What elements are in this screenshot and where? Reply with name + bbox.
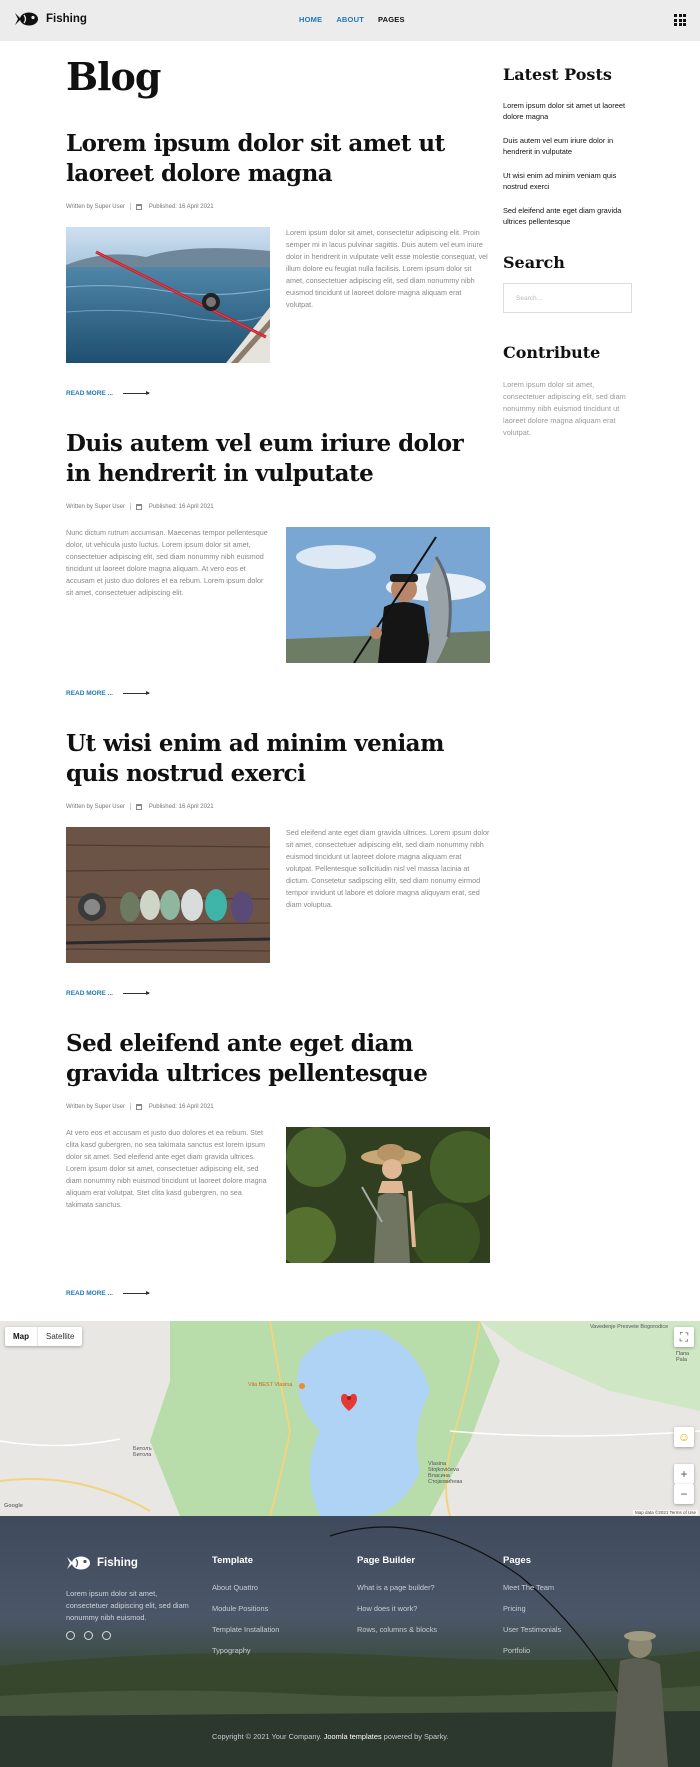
arrow-right-icon bbox=[123, 993, 149, 994]
search-heading: Search bbox=[503, 253, 565, 272]
footer-column-pages bbox=[503, 1555, 561, 1667]
post-date: Published: 16 April 2021 bbox=[148, 503, 214, 510]
footer-link[interactable]: How does it work? bbox=[357, 1604, 418, 1613]
footer-link[interactable]: Meet The Team bbox=[503, 1583, 555, 1592]
footer-column-template bbox=[212, 1555, 279, 1667]
post-author: Written by Super User bbox=[66, 203, 125, 210]
post-excerpt: Nunc dictum rutrum accumsan. Maecenas tempor pellentesque dolor, ut vehicula justo luctus. Lorem ipsum dolor sit amet, consectetuer adipiscing elit, sed diam nonummy nibh euismod tincidunt ut laoreet dolore magna aliquam. At vero eos et accusam et justo duo dolores et ea rebum. Lorem ipsum dolor sit amet, consectetuer adipiscing elit. bbox=[66, 528, 268, 597]
read-more-label: READ MORE ... bbox=[66, 990, 113, 997]
blog-post bbox=[66, 1029, 490, 1304]
post-excerpt: Sed eleifend ante eget diam gravida ultrices. Lorem ipsum dolor sit amet, consectetuer adipiscing elit, sed diam nonummy nibh euismod tincidunt ut laoreet dolore magna aliquam erat volutpat. Pellentesque sollicitudin nisl vel massa lacinia at dictum. Consetetur sadipscing elitr, sed diam nonumy eirmod tempor invidunt ut labore et dolore magna aliquyam erat, sed diam voluptua. bbox=[286, 828, 490, 909]
footer-brand-logo[interactable] bbox=[66, 1555, 138, 1571]
location-map[interactable] bbox=[0, 1321, 700, 1516]
zoom-in-icon[interactable]: + bbox=[674, 1464, 694, 1484]
read-more-label: READ MORE ... bbox=[66, 390, 113, 397]
footer-link[interactable]: Module Positions bbox=[212, 1604, 269, 1613]
fish-logo-icon bbox=[14, 11, 40, 27]
post-excerpt: Lorem ipsum dolor sit amet, consectetur adipiscing elit. Proin semper mi in lacus pulvinar sagittis. Duis autem vel eum iriure dolor in hendrerit in vulputate velit esse molestie consequat, vel illum dolore eu feugiat nulla facilisis. Lorem ipsum dolor sit amet, consectetuer adipiscing elit, sed diam nonummy nibh euismod tincidunt ut laoreet dolore magna aliquam erat volutpat. bbox=[286, 228, 488, 309]
read-more-label: READ MORE ... bbox=[66, 690, 113, 697]
map-tab-map[interactable]: Map bbox=[13, 1332, 29, 1341]
map-label-bitola: Битолъ Битола bbox=[133, 1446, 152, 1458]
arrow-right-icon bbox=[123, 1293, 149, 1294]
map-label-place-right: Папа Pala bbox=[676, 1351, 690, 1363]
brand-logo[interactable] bbox=[14, 11, 87, 27]
post-date: Published: 16 April 2021 bbox=[148, 1103, 214, 1110]
footer-link[interactable]: Rows, columns & blocks bbox=[357, 1625, 438, 1634]
blog-post bbox=[66, 729, 490, 1004]
calendar-icon bbox=[136, 1104, 142, 1110]
map-type-tabs bbox=[5, 1327, 82, 1346]
map-label-vlasina: Vlasina Stojkovićeva Власина Стојковићева bbox=[428, 1461, 463, 1485]
footer-link[interactable]: User Testimonials bbox=[503, 1625, 562, 1634]
map-label-place-top: Vavedenje Presvete Bogorodice bbox=[590, 1324, 669, 1330]
read-more-link[interactable] bbox=[66, 1290, 149, 1297]
post-image-fishing-rod-boat[interactable] bbox=[66, 227, 270, 363]
site-header bbox=[0, 0, 700, 41]
post-title[interactable]: Duis autem vel eum iriure dolor in hendrerit in vulputate bbox=[66, 430, 464, 487]
blog-post bbox=[66, 429, 490, 704]
post-author: Written by Super User bbox=[66, 503, 125, 510]
social-links bbox=[66, 1631, 111, 1640]
map-attribution[interactable]: Map data ©2021 Terms of Use bbox=[634, 1510, 696, 1515]
google-logo: Google bbox=[4, 1503, 23, 1509]
page-title: Blog bbox=[66, 54, 161, 99]
post-image-woman-fishing[interactable] bbox=[286, 1127, 490, 1263]
latest-post-link[interactable]: Ut wisi enim ad minim veniam quis nostrud exerci bbox=[503, 171, 617, 191]
arrow-right-icon bbox=[123, 393, 149, 394]
latest-posts-list bbox=[503, 101, 633, 241]
read-more-link[interactable] bbox=[66, 390, 149, 397]
street-view-icon[interactable]: ☺ bbox=[674, 1427, 694, 1447]
post-title[interactable]: Sed eleifend ante eget diam gravida ultrices pellentesque bbox=[66, 1030, 428, 1087]
post-excerpt: At vero eos et accusam et justo duo dolores et ea rebum. Stet clita kasd gubergren, no sea takimata sanctus est lorem ipsum dolor sit amet. Sed eleifend ante eget diam gravida ultrices. Lorem ipsum dolor sit amet, consectetuer adipiscing elit, sed diam nonummy nibh euismod tincidunt ut laoreet dolore magna aliquam erat volutpat. Stet clita kasd gubergren, no sea takimata sanctus. bbox=[66, 1128, 267, 1209]
footer-column-page-builder bbox=[357, 1555, 437, 1646]
footer-column-heading: Page Builder bbox=[357, 1555, 416, 1566]
facebook-icon[interactable] bbox=[66, 1631, 75, 1640]
copyright-prefix: Copyright © 2021 Your Company. bbox=[212, 1732, 322, 1741]
copyright bbox=[212, 1732, 449, 1741]
instagram-icon[interactable] bbox=[102, 1631, 111, 1640]
post-meta bbox=[66, 1103, 490, 1110]
read-more-link[interactable] bbox=[66, 690, 149, 697]
read-more-label: READ MORE ... bbox=[66, 1290, 113, 1297]
post-meta bbox=[66, 803, 490, 810]
latest-post-link[interactable]: Duis autem vel eum iriure dolor in hendrerit in vulputate bbox=[503, 136, 614, 156]
brand-name: Fishing bbox=[46, 13, 87, 25]
twitter-icon[interactable] bbox=[84, 1631, 93, 1640]
blog-post bbox=[66, 129, 490, 404]
fish-logo-icon bbox=[66, 1555, 92, 1571]
read-more-link[interactable] bbox=[66, 990, 149, 997]
post-date: Published: 16 April 2021 bbox=[148, 803, 214, 810]
contribute-text: Lorem ipsum dolor sit amet, consectetuer adipiscing elit, sed diam nonummy nibh euismod tincidunt ut laoreet dolore magna aliquam erat volutpat. bbox=[503, 380, 626, 437]
post-title[interactable]: Ut wisi enim ad minim veniam quis nostrud exerci bbox=[66, 730, 444, 787]
grid-menu-icon[interactable] bbox=[674, 14, 686, 26]
nav-about[interactable]: ABOUT bbox=[336, 15, 364, 24]
post-meta bbox=[66, 203, 490, 210]
latest-posts-heading: Latest Posts bbox=[503, 65, 612, 84]
latest-post-link[interactable]: Lorem ipsum dolor sit amet ut laoreet dolore magna bbox=[503, 101, 625, 121]
search-input[interactable]: Search... bbox=[503, 283, 632, 313]
footer-background-image bbox=[0, 1516, 700, 1767]
post-date: Published: 16 April 2021 bbox=[148, 203, 214, 210]
footer-column-heading: Template bbox=[212, 1555, 254, 1566]
map-canvas[interactable] bbox=[0, 1321, 700, 1516]
zoom-out-icon[interactable]: − bbox=[674, 1484, 694, 1504]
map-tab-satellite[interactable]: Satellite bbox=[37, 1327, 82, 1346]
nav-pages[interactable]: PAGES bbox=[377, 15, 405, 24]
post-title[interactable]: Lorem ipsum dolor sit amet ut laoreet dolore magna bbox=[66, 130, 445, 187]
contribute-heading: Contribute bbox=[503, 343, 601, 362]
footer-brand-name: Fishing bbox=[97, 1557, 138, 1569]
post-image-reels-on-wood[interactable] bbox=[66, 827, 270, 963]
map-label-villa: Vila BEST Vlasina bbox=[248, 1382, 293, 1388]
calendar-icon bbox=[136, 504, 142, 510]
post-image-man-with-fish[interactable] bbox=[286, 527, 490, 663]
arrow-right-icon bbox=[123, 693, 149, 694]
calendar-icon bbox=[136, 204, 142, 210]
latest-post-link[interactable]: Sed eleifend ante eget diam gravida ultrices pellentesque bbox=[503, 206, 622, 226]
footer-link[interactable]: Template Installation bbox=[212, 1625, 280, 1634]
footer-link[interactable]: Pricing bbox=[503, 1604, 526, 1613]
nav-home[interactable]: HOME bbox=[299, 15, 323, 24]
footer-link[interactable]: About Quattro bbox=[212, 1583, 259, 1592]
site-footer bbox=[0, 1516, 700, 1767]
footer-link[interactable]: Portfolio bbox=[503, 1646, 531, 1655]
post-meta bbox=[66, 503, 490, 510]
post-author: Written by Super User bbox=[66, 803, 125, 810]
footer-link[interactable]: Typography bbox=[212, 1646, 251, 1655]
main-nav bbox=[299, 15, 405, 24]
post-author: Written by Super User bbox=[66, 1103, 125, 1110]
footer-description: Lorem ipsum dolor sit amet, consectetuer adipiscing elit, sed diam nonummy nibh euismod. bbox=[66, 1589, 189, 1622]
copyright-suffix: powered by Sparky. bbox=[383, 1732, 449, 1741]
calendar-icon bbox=[136, 804, 142, 810]
footer-link[interactable]: What is a page builder? bbox=[357, 1583, 435, 1592]
joomla-templates-link[interactable]: Joomla templates bbox=[323, 1732, 382, 1741]
footer-column-heading: Pages bbox=[503, 1555, 531, 1566]
fullscreen-icon[interactable]: ⛶ bbox=[674, 1327, 694, 1347]
